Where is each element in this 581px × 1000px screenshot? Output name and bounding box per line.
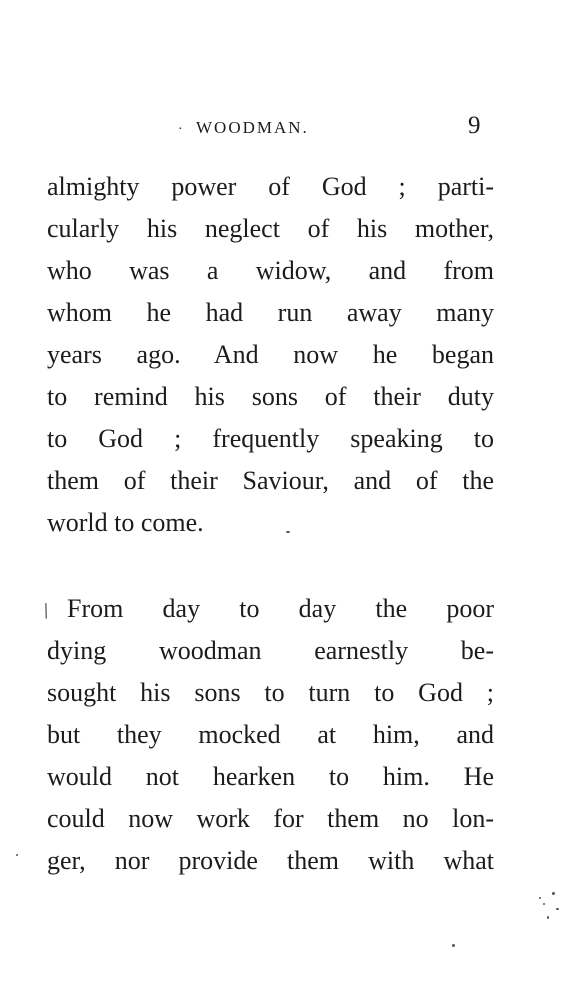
ink-speck-icon — [552, 892, 555, 895]
text-line: sought his sons to turn to God ; — [47, 678, 494, 707]
ink-speck-icon — [286, 531, 290, 533]
text-line: whom he had run away many — [47, 298, 494, 327]
header-dot: · — [178, 122, 183, 137]
text-line: ger, nor provide them with what — [47, 846, 494, 875]
text-line: to God ; frequently speaking to — [47, 424, 494, 453]
text-line: years ago. And now he began — [47, 340, 494, 369]
text-line: who was a widow, and from — [47, 256, 494, 285]
running-title: WOODMAN. — [196, 118, 309, 137]
text-line: world to come. — [47, 508, 204, 537]
text-line: dying woodman earnestly be- — [47, 636, 494, 665]
text-line: them of their Saviour, and of the — [47, 466, 494, 495]
pencil-mark-icon: / — [38, 597, 54, 624]
ink-speck-icon — [539, 897, 541, 899]
ink-speck-icon — [556, 908, 559, 910]
text-line: but they mocked at him, and — [47, 720, 494, 749]
page-number: 9 — [468, 112, 481, 139]
text-line: could now work for them no lon- — [47, 804, 494, 833]
ink-speck-icon — [452, 944, 455, 947]
text-line: cularly his neglect of his mother, — [47, 214, 494, 243]
text-line: to remind his sons of their duty — [47, 382, 494, 411]
text-line: From day to day the poor — [67, 594, 494, 623]
ink-speck-icon — [16, 854, 18, 856]
ink-speck-icon — [547, 916, 549, 919]
running-head — [0, 112, 581, 142]
text-line: would not hearken to him. He — [47, 762, 494, 791]
ink-speck-icon — [543, 903, 545, 905]
text-line: almighty power of God ; parti- — [47, 172, 494, 201]
